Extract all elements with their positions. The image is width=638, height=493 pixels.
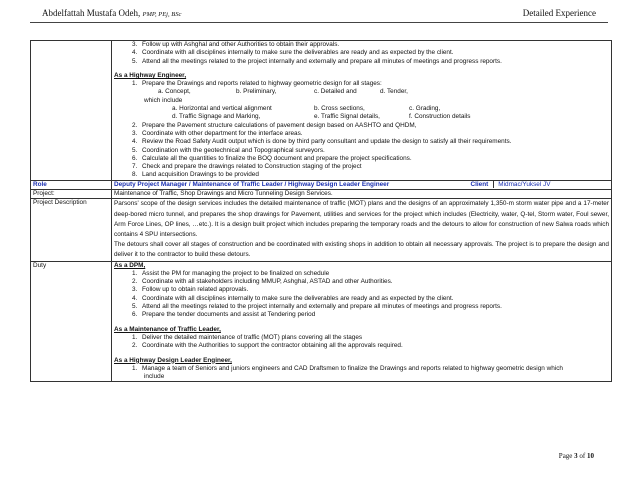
list-item: 5. Coordination with the geotechnical and Topographical surveyors. — [132, 146, 325, 154]
list-item: 8. Land acquisition Drawings to be provided — [132, 171, 259, 179]
list-item: 5. Attend all the meetings related to the project internally and externally and prepare all minutes of meetings and progress reports. — [132, 303, 502, 311]
section-heading: As a Maintenance of Traffic Leader, — [114, 325, 221, 333]
duty-text — [112, 261, 612, 382]
experience-table — [30, 40, 612, 382]
role-row — [31, 180, 612, 189]
role-value: Deputy Project Manager / Maintenance of Traffic Leader / Highway Design Leader Engineer Client Midmac/Yuksel JV — [112, 180, 612, 189]
list-item: 6. Calculate all the quantities to finalize the BOQ document and prepare the project specifications. — [132, 154, 412, 162]
project-label: Project: — [31, 190, 112, 199]
role-label: Role — [31, 180, 112, 189]
author-name: Abdelfattah Mustafa Odeh, PMP, PEj, BSc — [42, 8, 182, 18]
section-heading: As a DPM, — [114, 261, 146, 269]
list-item: 6. Prepare the tender documents and assist at Tendering period — [132, 311, 316, 319]
client-field: Client Midmac/Yuksel JV — [470, 180, 551, 188]
list-item: 3. Follow up with Ashghal and other Authorities to obtain their approvals. — [132, 41, 340, 48]
description-paragraph: The detours shall cover all stages of construction and be coordinated with existing shops in addition to obtain all necessary approvals. The project is to prepare the design and deliver it to the contractor to build these detours. — [114, 241, 609, 259]
list-item: 5. Attend all the meetings related to the project internally and externally and prepare all minutes of meetings and progress reports. — [132, 57, 502, 65]
list-item: 4. Coordinate with all disciplines internally to make sure the deliverables are ready and as expected by the client. — [132, 49, 454, 57]
description-label: Project Description — [31, 199, 112, 261]
header-title: Detailed Experience — [522, 8, 596, 18]
list-item: 2. Coordinate with the Authorities to support the contractor obtaining all the approvals required. — [132, 342, 403, 350]
page-number: Page 3 of 10 — [558, 452, 594, 460]
sub-list: d. Traffic Signage and Marking, e. Traffic Signal details, f. Construction details — [172, 113, 471, 121]
list-item: 3. Coordinate with other department for the interface areas. — [132, 129, 303, 137]
project-row — [31, 190, 612, 199]
duty-label: Duty — [31, 261, 112, 382]
list-item: 1. Deliver the detailed maintenance of traffic (MOT) plans covering all the stages — [132, 333, 363, 341]
sub-list: a. Horizontal and vertical alignment b. Cross sections, c. Grading, — [172, 105, 441, 113]
sub-list-lead: which include — [144, 96, 183, 104]
duty-row — [31, 261, 612, 382]
list-item: 4. Coordinate with all disciplines internally to make sure the deliverables are ready and as expected by the client. — [132, 294, 454, 302]
list-item: 2. Prepare the Pavement structure calculations of pavement design based on AASHTO and QHDM, — [132, 121, 417, 129]
list-item: 2. Coordinate with all stakeholders including MMUP, Ashghal, ASTAD and other Authorities. — [132, 278, 393, 286]
description-text — [112, 199, 612, 261]
header-rule — [30, 22, 608, 23]
list-item-continuation: include — [144, 373, 165, 381]
list-item: 1. Manage a team of Seniors and juniors engineers and CAD Draftsmen to finalize the Drawings and reports related to highway geometric design which — [132, 364, 563, 372]
prev-project-row — [31, 41, 612, 181]
sub-list: a. Concept, b. Preliminary, c. Detailed and d. Tender, — [158, 88, 408, 96]
list-item: 4. Review the Road Safety Audit output which is done by third party consultant and update the design to satisfy all their requirements. — [132, 138, 512, 146]
description-paragraph: Parsons' scope of the design services includes the detailed maintenance of traffic (MOT) plans and the designs of an approximately 1,350-m storm water pipe and a 17-meter deep-bored micro tunnel, and prepares the shop drawings for Pavement, utilities and services for the project which includes (Electricity, water, Q-tel, Storm water, Foul sewer, Arm Force Lines, OP lines, …etc.). It is a design built project which includes preparing the temporary roads and the detours to allow for construction of new Salwa roads which contains 4 SPU intersections. — [114, 200, 609, 238]
page-header — [42, 8, 596, 22]
project-value: Maintenance of Traffic, Shop Drawings and Micro Tunneling Design Services. — [112, 190, 612, 199]
list-item: 3. Follow up to obtain related approvals. — [132, 286, 249, 294]
author-credentials: PMP, PEj, BSc — [142, 11, 182, 18]
section-heading: As a Highway Design Leader Engineer, — [114, 356, 232, 364]
list-item: 1. Assist the PM for managing the project to be finalized on schedule — [132, 269, 330, 277]
description-row — [31, 199, 612, 261]
list-item: 1. Prepare the Drawings and reports related to highway geometric design for all stages: — [132, 80, 382, 88]
list-item: 7. Check and prepare the drawings related to Construction staging of the project — [132, 163, 362, 171]
prev-project-duties — [112, 41, 612, 181]
section-heading: As a Highway Engineer, — [114, 71, 187, 79]
